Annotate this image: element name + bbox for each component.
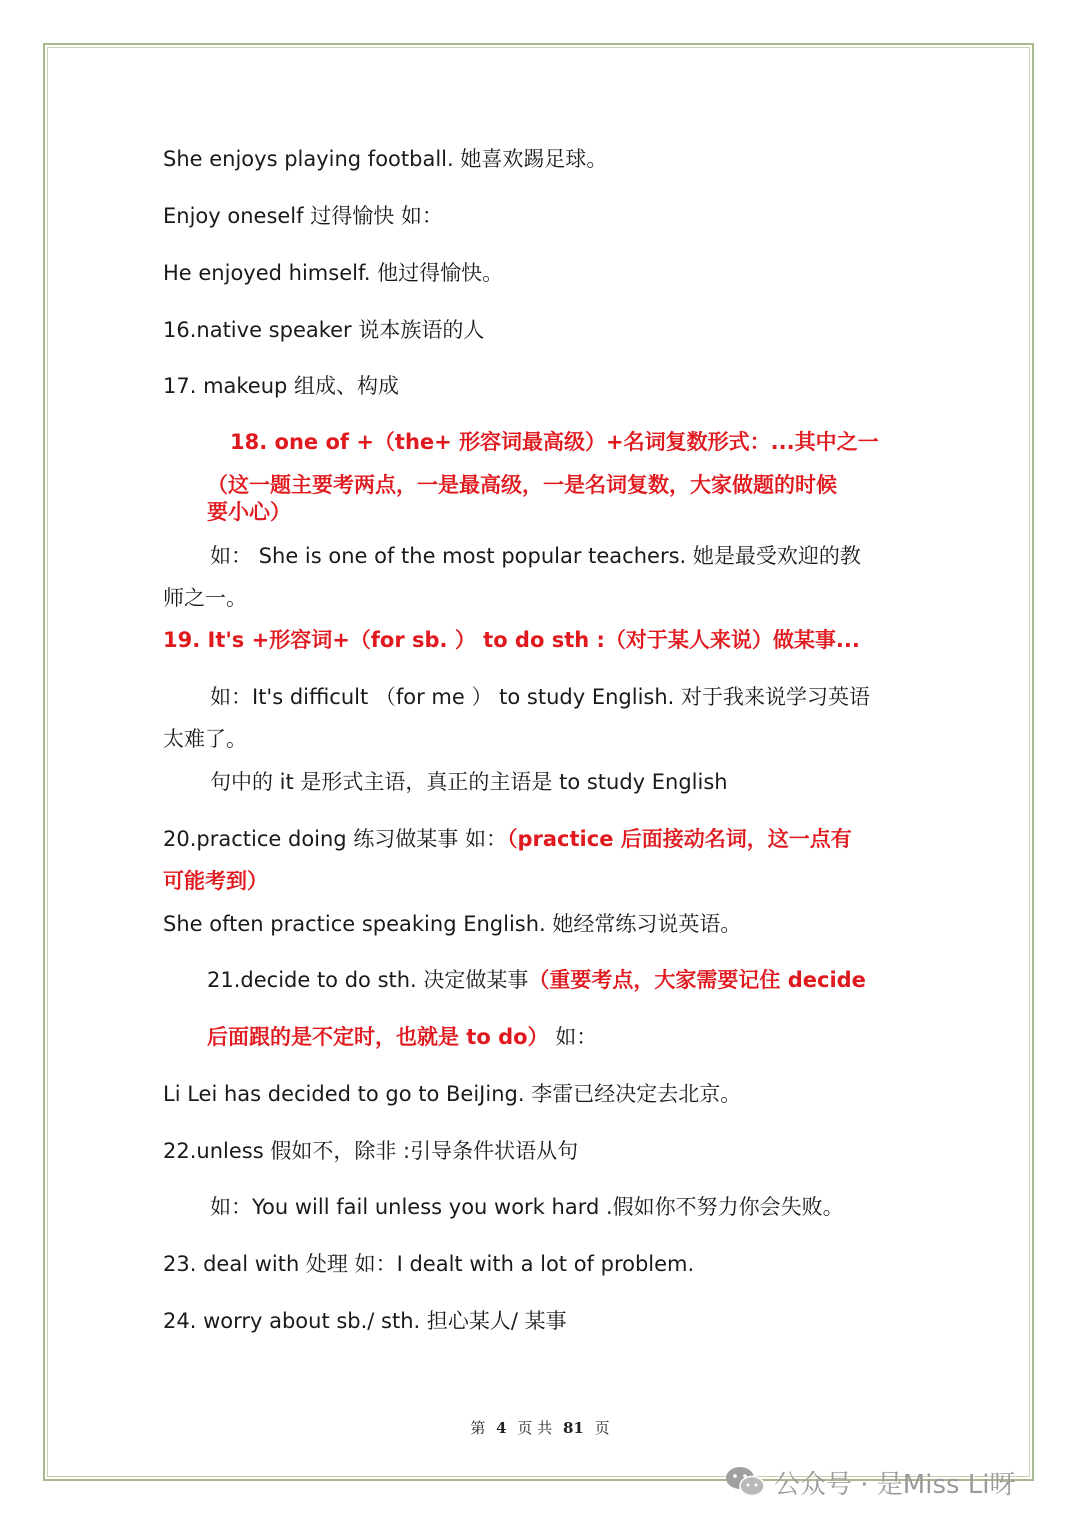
vocab-item-23: 23. deal with 处理 如：I dealt with a lot of problem.	[163, 1252, 695, 1276]
text-line-3: He enjoyed himself. 他过得愉快。	[163, 261, 504, 285]
vocab-item-20-note: （practice 后面接动名词，这一点有	[507, 827, 852, 851]
page-footer	[0, 1417, 1080, 1438]
vocab-item-21-note-tail: 后面跟的是不定时，也就是 to do）	[207, 1025, 549, 1049]
footer-prefix: 第	[470, 1419, 486, 1437]
text-line-2: Enjoy oneself 过得愉快 如：	[163, 204, 443, 228]
example-19-cont: 太难了。	[163, 727, 247, 751]
vocab-item-20-note-cont: 可能考到）	[163, 868, 268, 893]
example-label-21: 如：	[548, 1025, 598, 1049]
example-18-cont: 师之一。	[163, 586, 247, 610]
example-20: She often practice speaking English. 她经常练习说英语。	[163, 912, 742, 936]
vocab-item-20	[163, 825, 852, 853]
text-line-1: She enjoys playing football. 她喜欢踢足球。	[163, 147, 608, 171]
footer-suffix: 页	[594, 1419, 610, 1437]
example-21: Li Lei has decided to go to BeiJing. 李雷已经决定去北京。	[163, 1082, 742, 1106]
vocab-item-22: 22.unless 假如不，除非 :引导条件状语从句	[163, 1139, 579, 1163]
wechat-icon	[724, 1465, 766, 1499]
vocab-item-21-note: （重要考点，大家需要记住 decide	[528, 968, 866, 992]
vocab-item-21	[207, 966, 866, 994]
vocab-item-21-note-cont	[207, 1023, 597, 1051]
note-19: 句中的 it 是形式主语，真正的主语是 to study English	[210, 770, 728, 794]
vocab-item-16: 16.native speaker 说本族语的人	[163, 318, 485, 342]
watermark	[724, 1462, 1016, 1502]
vocab-item-17: 17. makeup 组成、构成	[163, 374, 400, 398]
example-22: 如：You will fail unless you work hard .假如你不努力你会失败。	[210, 1195, 844, 1219]
vocab-item-18-heading: 18. one of +（the+ 形容词最高级）+名词复数形式：...其中之一	[230, 430, 879, 454]
footer-total-pages: 81	[562, 1419, 584, 1437]
vocab-item-20-term: 20.practice doing 练习做某事 如：	[163, 827, 507, 851]
watermark-text: 公众号 · 是Miss Li呀	[774, 1469, 1016, 1500]
footer-page-number: 4	[496, 1419, 507, 1437]
vocab-item-18-note-cont: 要小心）	[207, 499, 291, 524]
vocab-item-24: 24. worry about sb./ sth. 担心某人/ 某事	[163, 1309, 567, 1333]
vocab-item-18-note: （这一题主要考两点，一是最高级，一是名词复数，大家做题的时候	[207, 472, 837, 497]
vocab-item-19-heading: 19. It's +形容词+（for sb. ） to do sth :（对于某人来说）做某事...	[163, 628, 860, 652]
example-18: 如： She is one of the most popular teachers. 她是最受欢迎的教	[210, 544, 861, 568]
vocab-item-21-term: 21.decide to do sth. 决定做某事	[207, 968, 529, 992]
footer-middle: 页 共	[517, 1419, 553, 1437]
example-19: 如：It's difficult （for me ） to study English. 对于我来说学习英语	[210, 685, 871, 709]
